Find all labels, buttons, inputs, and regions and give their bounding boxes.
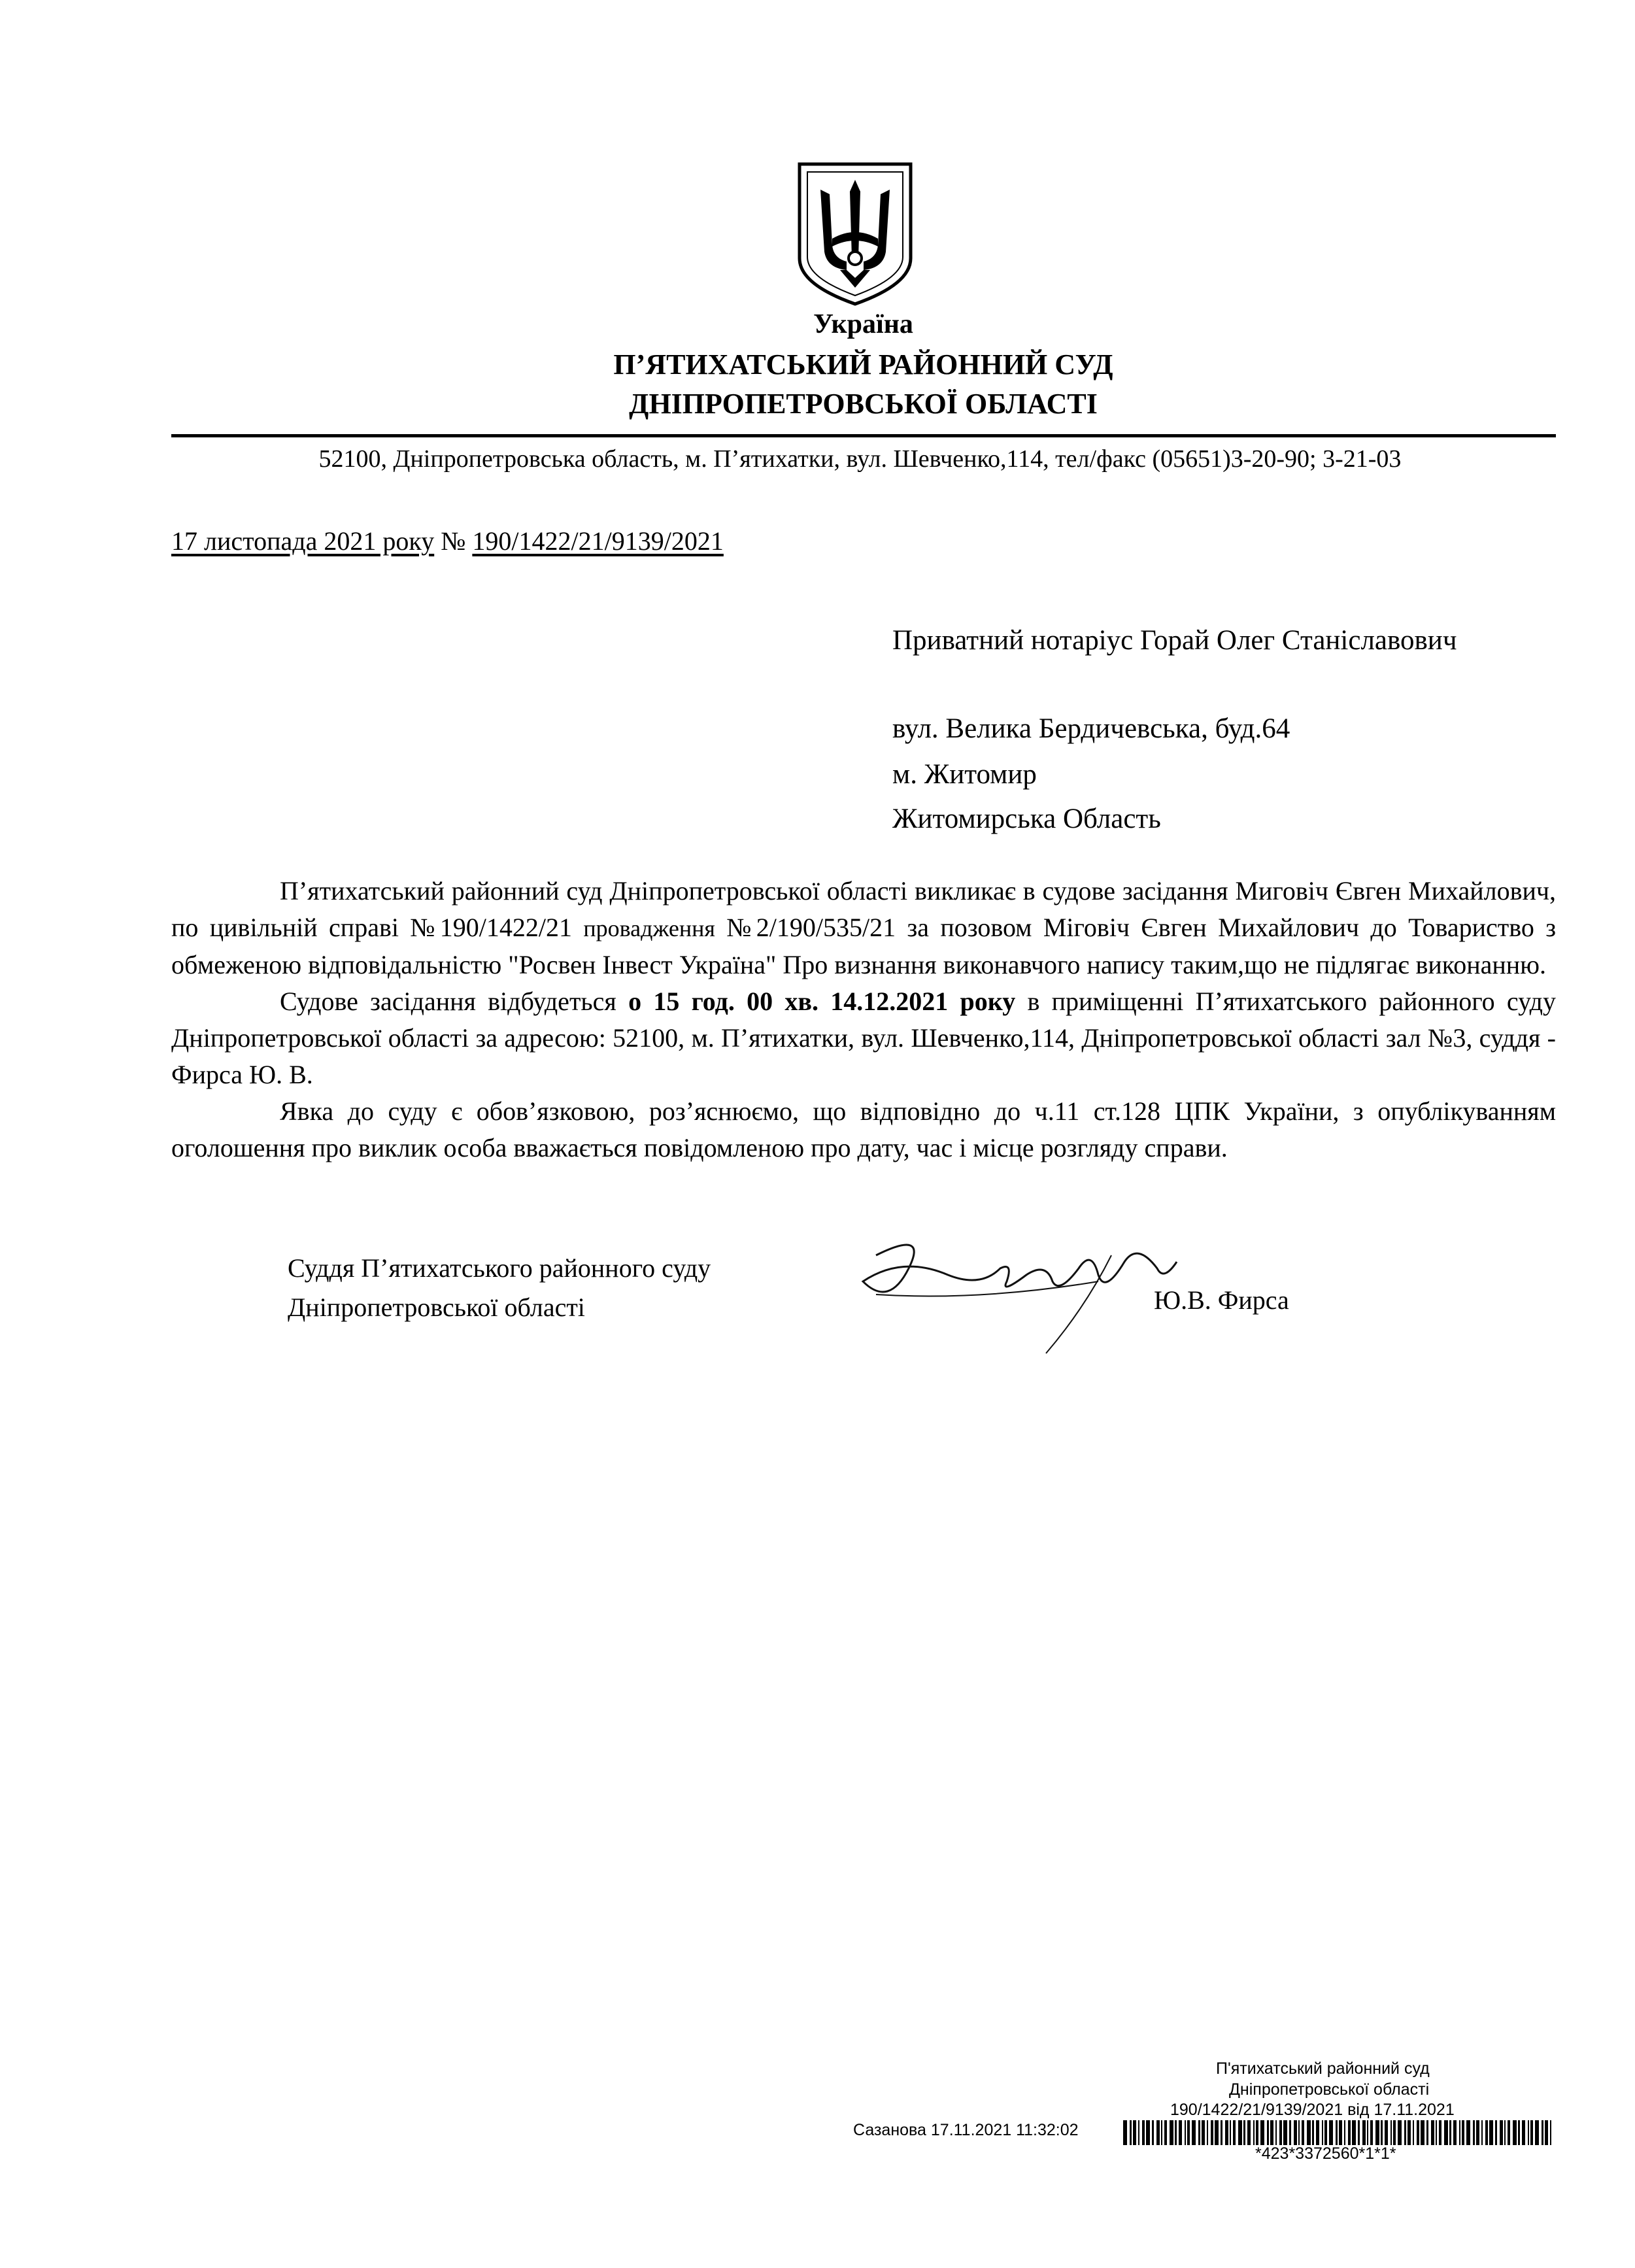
document-number: 190/1422/21/9139/2021 xyxy=(472,526,724,556)
court-region: ДНІПРОПЕТРОВСЬКОЇ ОБЛАСТІ xyxy=(629,388,1098,420)
handwritten-signature xyxy=(850,1229,1190,1360)
number-prefix: № xyxy=(441,526,466,556)
paragraph-hearing-text-a: Судове засідання відбудеться xyxy=(280,987,629,1016)
coat-of-arms-icon xyxy=(794,160,916,307)
paragraph-hearing xyxy=(171,983,1556,1093)
signer-title xyxy=(288,1249,711,1327)
paragraph-summons xyxy=(171,873,1556,983)
header-divider xyxy=(171,434,1556,437)
country-label: Україна xyxy=(813,309,913,339)
document-date-number xyxy=(171,526,724,556)
signer-title-line2: Дніпропетровської області xyxy=(288,1293,585,1322)
signer-title-line1: Суддя П’ятихатського районного суду xyxy=(288,1253,711,1283)
barcode-text: *423*3372560*1*1* xyxy=(1255,2144,1396,2163)
recipient-street: вул. Велика Бердичевська, буд.64 xyxy=(892,713,1290,744)
paragraph-summons-text-c: №2/190/535/21 за позовом Міговіч Євген Михайлович до Товариство з обмеженою відповідальністю "Росвен Інвест Україна" Про визнання виконавчого напису таким,що не підлягає виконанню. xyxy=(171,913,1557,979)
court-name: П’ЯТИХАТСЬКИЙ РАЙОННИЙ СУД xyxy=(613,348,1113,381)
paragraph-attendance: Явка до суду є обов’язковою, роз’яснюємо, що відповідно до ч.11 ст.128 ЦПК України, з опублікуванням оголошення про виклик особа вважається повідомленою про дату, час і місце розгляду справи. xyxy=(171,1096,1556,1162)
paragraph-summons-text-a: П’ятихатський районний суд Дніпропетровської області викликає в судове засідання Миговіч Євген Михайлович, по цивільній справі №190/1422/21 xyxy=(171,876,1556,942)
court-address: 52100, Дніпропетровська область, м. П’ятихатки, вул. Шевченко,114, тел/факс (05651)3-20-90; 3-21-03 xyxy=(318,445,1402,473)
recipient-city: м. Житомир xyxy=(892,759,1037,790)
recipient-name: Приватний нотаріус Горай Олег Станіславович xyxy=(892,625,1457,656)
signer-name: Ю.В. Фирса xyxy=(1154,1285,1289,1315)
stamp-reference: 190/1422/21/9139/2021 від 17.11.2021 xyxy=(1170,2101,1455,2119)
barcode-icon xyxy=(1123,2120,1555,2145)
paragraph-hearing-text-c: в приміщенні П’ятихатського районного суду Дніпропетровської області за адресою: 52100, м. П’ятихатки, вул. Шевченко,114, Дніпропетровської області зал №3, суддя - Фирса Ю. В. xyxy=(171,987,1556,1089)
paragraph-summons-text-b: провадження xyxy=(583,915,715,941)
hearing-datetime: о 15 год. 00 хв. 14.12.2021 року xyxy=(628,987,1016,1016)
letter-body xyxy=(171,873,1556,1166)
stamp-court-line2: Дніпропетровської області xyxy=(1229,2080,1430,2099)
stamp-court-line1: П'ятихатський районний суд xyxy=(1216,2059,1430,2078)
document-date: 17 листопада 2021 року xyxy=(171,526,435,556)
stamp-clerk: Сазанова 17.11.2021 11:32:02 xyxy=(853,2121,1079,2139)
recipient-region: Житомирська Область xyxy=(892,804,1161,834)
